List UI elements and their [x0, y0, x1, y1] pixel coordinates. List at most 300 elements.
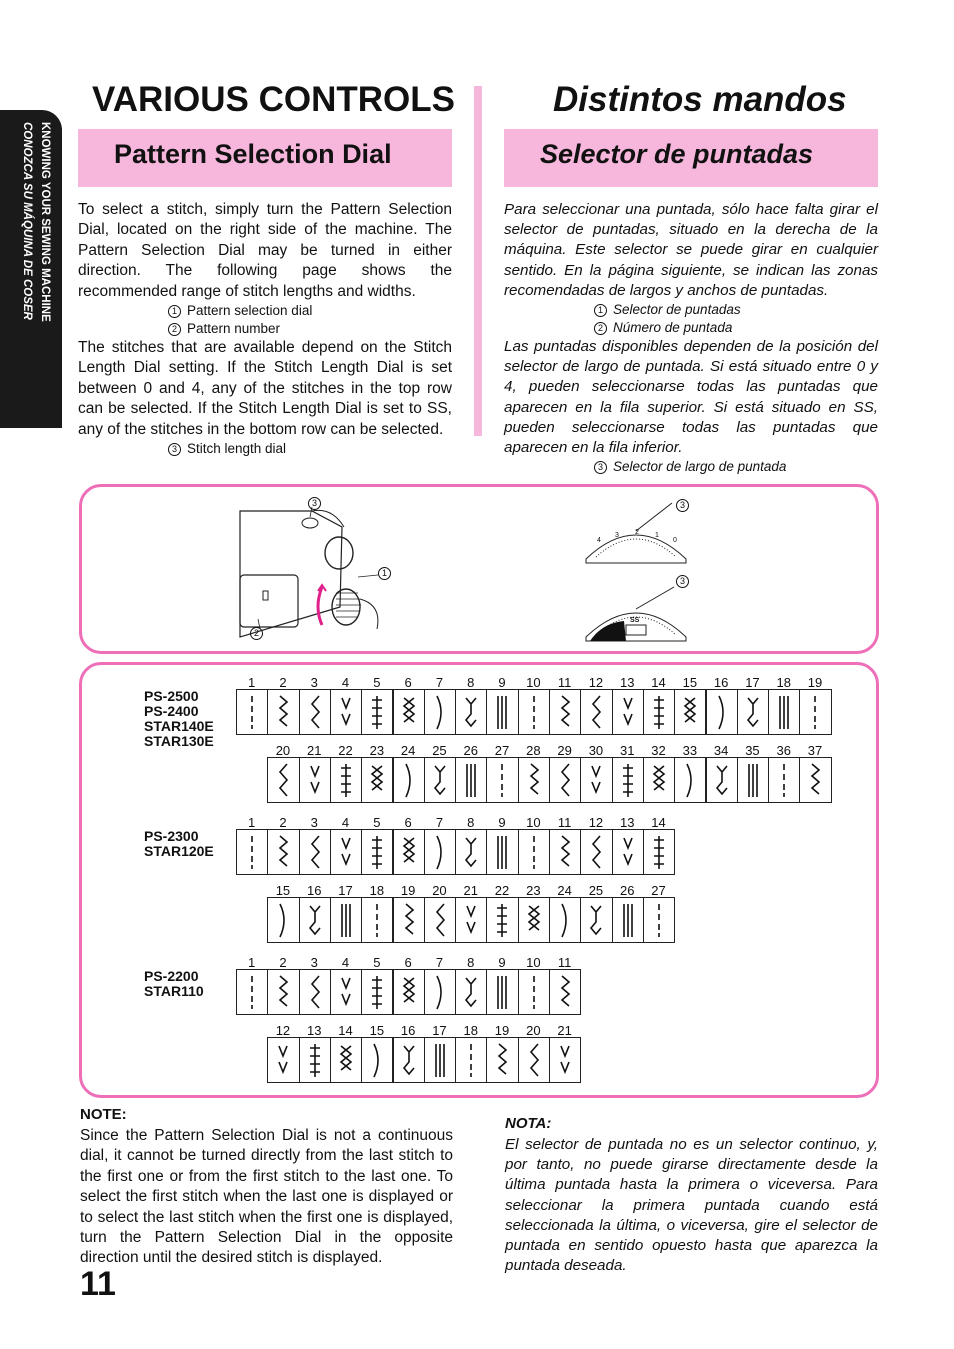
machine-illustration: [82, 487, 876, 651]
en-legend-2: [78, 320, 452, 338]
es-paragraph-2: Las puntadas disponibles dependen de la posición del selector de largo de puntada. Si está situado entre 0 y 4, pueden seleccionarse todas las puntadas que aparecen en la fila superior. Si está situado en SS, pueden seleccionarse todas las puntadas que aparecen en la fila inferior.: [504, 338, 878, 457]
stitch-pattern-icon: [800, 690, 830, 734]
stitch-number: 5: [373, 955, 381, 970]
en-paragraph-1: To select a stitch, simply turn the Pattern Selection Dial, located on the right side of the machine. The Pattern Selection Dial may be turned in either direction. The following page shows the recommended range of stitch lengths and widths.: [78, 201, 452, 300]
stitch-pattern-icon: [394, 970, 424, 1014]
note-text-es: El selector de puntada no es un selector continuo, y, por tanto, no puede girarse directamente desde la última puntada hasta la primera o viceversa. Para seleccionar la primera puntada cuando está seleccionada la última, o viceversa, gire el selector de puntada en sentido opuesto hasta que aparezca la puntada deseada.: [505, 1136, 878, 1275]
stitch-number: 11: [557, 815, 572, 830]
stitch-pattern-icon: [519, 690, 549, 734]
stitch-pattern-cell: [455, 969, 487, 1015]
stitch-pattern-cell: [299, 897, 331, 943]
callout-number: 3: [168, 443, 181, 456]
callout-number: 3: [594, 461, 607, 474]
legend-text: Número de puntada: [613, 320, 733, 336]
stitch-number: 29: [557, 743, 572, 758]
stitch-pattern-cell: [236, 829, 268, 875]
stitch-pattern-icon: [300, 758, 330, 802]
stitch-number: 3: [310, 675, 318, 690]
stitch-pattern-icon: [456, 690, 486, 734]
stitch-pattern-icon: [237, 830, 267, 874]
stitch-number: 6: [404, 955, 412, 970]
stitch-pattern-cell: [674, 689, 706, 735]
stitch-number: 15: [369, 1023, 385, 1038]
stitch-pattern-cell: [424, 1037, 456, 1083]
stitch-number: 12: [275, 1023, 291, 1038]
stitch-pattern-icon: [769, 690, 799, 734]
es-paragraph-1: Para seleccionar una puntada, sólo hace falta girar el selector de puntadas, situado en la derecha de la máquina. Este selector se puede girar en cualquier sentido. En la página siguiente, se indican las zonas recomendadas de largos y anchos de puntadas.: [504, 201, 878, 299]
stitch-pattern-icon: [707, 758, 737, 802]
callout-number: 2: [168, 323, 181, 336]
stitch-pattern-icon: [331, 690, 361, 734]
stitch-pattern-cell: [299, 689, 331, 735]
stitch-pattern-cell: [361, 689, 393, 735]
stitch-pattern-icon: [300, 690, 330, 734]
stitch-number: 23: [526, 883, 541, 898]
stitch-pattern-icon: [425, 898, 455, 942]
stitch-pattern-icon: [331, 970, 361, 1014]
stitch-chart-panel: [79, 662, 879, 1098]
stitch-number: 13: [620, 815, 635, 830]
stitch-pattern-icon: [487, 898, 517, 942]
stitch-number: 26: [463, 743, 478, 758]
stitch-pattern-cell: [361, 757, 393, 803]
stitch-pattern-cell: [486, 829, 518, 875]
stitch-pattern-cell: [643, 689, 675, 735]
stitch-pattern-cell: [799, 689, 831, 735]
stitch-pattern-cell: [549, 689, 581, 735]
stitch-pattern-icon: [425, 830, 455, 874]
stitch-number: 2: [279, 675, 287, 690]
stitch-number: 6: [404, 675, 412, 690]
subheading-bar-en: [78, 129, 452, 187]
stitch-number: 8: [467, 955, 475, 970]
stitch-number: 24: [400, 743, 416, 758]
stitch-number: 9: [498, 955, 506, 970]
stitch-pattern-cell: [330, 969, 362, 1015]
heading-es: Distintos mandos: [553, 80, 847, 119]
stitch-number: 18: [463, 1023, 478, 1038]
stitch-number: 1: [248, 955, 256, 970]
stitch-pattern-cell: [486, 757, 518, 803]
stitch-pattern-icon: [300, 1038, 330, 1082]
spanish-column: [504, 200, 878, 476]
stitch-pattern-icon: [581, 830, 611, 874]
stitch-number: 1: [248, 815, 256, 830]
stitch-number: 15: [682, 675, 698, 690]
stitch-pattern-icon: [487, 1038, 517, 1082]
legend-text: Pattern selection dial: [187, 303, 313, 319]
stitch-number: 14: [651, 815, 666, 830]
dial-tick-0: 0: [673, 537, 677, 544]
stitch-pattern-cell: [768, 689, 800, 735]
note-title-es: NOTA:: [505, 1115, 552, 1132]
stitch-pattern-cell: [518, 829, 550, 875]
subheading-bar-es: [504, 129, 878, 187]
stitch-pattern-cell: [706, 689, 738, 735]
stitch-pattern-cell: [393, 897, 425, 943]
stitch-pattern-cell: [455, 897, 487, 943]
stitch-pattern-cell: [518, 897, 550, 943]
stitch-number: 26: [620, 883, 635, 898]
stitch-pattern-icon: [581, 898, 611, 942]
stitch-pattern-cell: [361, 969, 393, 1015]
stitch-pattern-cell: [799, 757, 831, 803]
stitch-pattern-icon: [519, 758, 549, 802]
stitch-number: 8: [467, 815, 475, 830]
stitch-pattern-icon: [550, 1038, 580, 1082]
stitch-pattern-icon: [425, 970, 455, 1014]
stitch-pattern-icon: [394, 758, 424, 802]
stitch-pattern-icon: [675, 758, 705, 802]
stitch-pattern-icon: [644, 898, 674, 942]
stitch-pattern-cell: [361, 897, 393, 943]
stitch-pattern-icon: [519, 898, 549, 942]
stitch-number: 17: [432, 1023, 447, 1038]
stitch-number: 3: [310, 815, 318, 830]
side-tab-line2: CONOZCA SU MÁQUINA DE COSER: [21, 122, 33, 320]
stitch-number: 2: [279, 815, 287, 830]
stitch-pattern-icon: [456, 758, 486, 802]
stitch-number: 13: [620, 675, 635, 690]
stitch-pattern-cell: [455, 757, 487, 803]
stitch-number: 24: [557, 883, 572, 898]
stitch-number: 17: [338, 883, 353, 898]
stitch-number: 21: [463, 883, 478, 898]
stitch-number: 23: [369, 743, 385, 758]
callout-2-machine: 2: [250, 627, 263, 640]
stitch-pattern-icon: [425, 1038, 455, 1082]
stitch-pattern-icon: [613, 898, 643, 942]
stitch-number: 3: [310, 955, 318, 970]
stitch-pattern-cell: [361, 829, 393, 875]
stitch-pattern-cell: [580, 689, 612, 735]
callout-1-machine: 1: [378, 567, 391, 580]
stitch-pattern-icon: [644, 830, 674, 874]
stitch-pattern-icon: [268, 690, 298, 734]
stitch-pattern-icon: [487, 758, 517, 802]
note-title-en: NOTE:: [80, 1106, 127, 1123]
stitch-number: 25: [432, 743, 447, 758]
stitch-pattern-icon: [550, 898, 580, 942]
stitch-number: 4: [341, 955, 350, 970]
stitch-number: 5: [373, 675, 381, 690]
stitch-pattern-cell: [518, 969, 550, 1015]
stitch-pattern-cell: [267, 829, 299, 875]
stitch-number: 37: [807, 743, 823, 758]
dial-tick-4: 4: [597, 537, 601, 544]
stitch-pattern-cell: [455, 1037, 487, 1083]
stitch-pattern-cell: [330, 897, 362, 943]
legend-text: Selector de puntadas: [613, 302, 741, 318]
stitch-pattern-cell: [643, 897, 675, 943]
stitch-pattern-cell: [424, 897, 456, 943]
english-column: [78, 200, 452, 458]
legend-text: Pattern number: [187, 321, 281, 337]
callout-number: 1: [594, 304, 607, 317]
stitch-number: 14: [338, 1023, 353, 1038]
stitch-pattern-icon: [769, 758, 799, 802]
model-labels: PS-2500 PS-2400 STAR140E STAR130E: [144, 688, 214, 749]
stitch-pattern-icon: [707, 690, 737, 734]
stitch-pattern-cell: [706, 757, 738, 803]
stitch-pattern-cell: [393, 1037, 425, 1083]
stitch-pattern-cell: [549, 829, 581, 875]
stitch-pattern-icon: [738, 690, 768, 734]
stitch-number: 20: [432, 883, 447, 898]
callout-3-dial-bottom: 3: [676, 575, 689, 588]
stitch-pattern-icon: [456, 830, 486, 874]
stitch-pattern-cell: [393, 969, 425, 1015]
stitch-pattern-cell: [424, 689, 456, 735]
en-legend-1: [78, 302, 452, 320]
stitch-number: 9: [498, 675, 506, 690]
stitch-number: 5: [373, 815, 381, 830]
stitch-number: 11: [557, 955, 572, 970]
stitch-pattern-icon: [487, 830, 517, 874]
stitch-number: 22: [338, 743, 353, 758]
stitch-pattern-cell: [267, 897, 299, 943]
stitch-number: 12: [588, 815, 604, 830]
stitch-pattern-icon: [394, 830, 424, 874]
stitch-pattern-cell: [299, 969, 331, 1015]
heading-en: VARIOUS CONTROLS: [92, 80, 455, 119]
stitch-pattern-cell: [267, 757, 299, 803]
stitch-pattern-icon: [300, 970, 330, 1014]
stitch-pattern-cell: [737, 689, 769, 735]
stitch-pattern-icon: [613, 690, 643, 734]
stitch-pattern-icon: [268, 830, 298, 874]
stitch-number: 35: [745, 743, 760, 758]
stitch-pattern-cell: [393, 689, 425, 735]
dial-tick-1: 1: [655, 532, 659, 539]
stitch-pattern-cell: [643, 757, 675, 803]
stitch-number: 16: [713, 675, 729, 690]
stitch-pattern-cell: [549, 969, 581, 1015]
stitch-number: 2: [279, 955, 287, 970]
stitch-pattern-cell: [299, 829, 331, 875]
stitch-number: 28: [526, 743, 541, 758]
es-legend-1: [504, 301, 878, 319]
side-tab-text: [10, 122, 54, 422]
stitch-pattern-cell: [486, 897, 518, 943]
stitch-pattern-icon: [613, 758, 643, 802]
stitch-pattern-icon: [268, 898, 298, 942]
stitch-number: 31: [620, 743, 635, 758]
stitch-pattern-cell: [643, 829, 675, 875]
stitch-number: 32: [651, 743, 666, 758]
stitch-pattern-icon: [487, 690, 517, 734]
stitch-pattern-icon: [456, 898, 486, 942]
side-tab-line1: KNOWING YOUR SEWING MACHINE: [39, 122, 51, 322]
dial-tick-2: 2: [635, 529, 639, 536]
stitch-number: 20: [526, 1023, 541, 1038]
stitch-number: 21: [307, 743, 322, 758]
illustration-panel: [79, 484, 879, 654]
stitch-pattern-cell: [549, 1037, 581, 1083]
legend-text: Selector de largo de puntada: [613, 459, 787, 475]
stitch-pattern-cell: [549, 897, 581, 943]
stitch-pattern-cell: [549, 757, 581, 803]
legend-text: Stitch length dial: [187, 441, 287, 457]
stitch-number: 6: [404, 815, 412, 830]
stitch-pattern-cell: [612, 689, 644, 735]
stitch-pattern-cell: [330, 1037, 362, 1083]
stitch-number: 13: [307, 1023, 322, 1038]
stitch-number: 7: [435, 675, 444, 690]
stitch-pattern-cell: [518, 689, 550, 735]
stitch-number: 21: [557, 1023, 572, 1038]
stitch-number: 4: [341, 675, 350, 690]
stitch-pattern-icon: [738, 758, 768, 802]
stitch-number: 10: [526, 675, 541, 690]
stitch-pattern-cell: [330, 829, 362, 875]
stitch-number: 19: [807, 675, 823, 690]
stitch-pattern-icon: [362, 690, 392, 734]
stitch-pattern-icon: [331, 1038, 361, 1082]
stitch-pattern-icon: [300, 898, 330, 942]
stitch-pattern-cell: [674, 757, 706, 803]
en-paragraph-2: The stitches that are available depend on the Stitch Length Dial setting. If the Stitch Length Dial is set between 0 and 4, any of the stitches in the top row can be selected. If the Stitch Length Dial is set to SS, any of the stitches in the bottom row can be selected.: [78, 339, 452, 438]
callout-number: 2: [594, 322, 607, 335]
stitch-pattern-icon: [331, 830, 361, 874]
stitch-number: 20: [275, 743, 291, 758]
stitch-pattern-icon: [644, 690, 674, 734]
stitch-pattern-icon: [644, 758, 674, 802]
stitch-number: 18: [369, 883, 385, 898]
stitch-pattern-icon: [456, 970, 486, 1014]
stitch-number: 16: [400, 1023, 416, 1038]
callout-number: 1: [168, 305, 181, 318]
stitch-pattern-cell: [486, 689, 518, 735]
stitch-number: 12: [588, 675, 604, 690]
stitch-pattern-cell: [612, 897, 644, 943]
en-legend-3: [78, 440, 452, 458]
stitch-pattern-cell: [267, 689, 299, 735]
stitch-pattern-icon: [237, 970, 267, 1014]
note-text-en: Since the Pattern Selection Dial is not a continuous dial, it cannot be turned directly from the last stitch to the first one or from the first stitch to the last one. To select the first stitch when the last one is displayed or to select the last stitch when the first one is displayed, turn the Pattern Selection Dial in the opposite direction until the desired stitch is displayed.: [80, 1127, 453, 1267]
stitch-pattern-cell: [518, 1037, 550, 1083]
stitch-pattern-cell: [737, 757, 769, 803]
stitch-pattern-icon: [456, 1038, 486, 1082]
dial-tick-3: 3: [615, 532, 619, 539]
stitch-pattern-cell: [424, 757, 456, 803]
stitch-pattern-icon: [550, 690, 580, 734]
stitch-pattern-icon: [550, 758, 580, 802]
stitch-number: 9: [498, 815, 506, 830]
stitch-pattern-cell: [330, 757, 362, 803]
stitch-pattern-icon: [362, 970, 392, 1014]
stitch-pattern-icon: [581, 758, 611, 802]
stitch-pattern-icon: [394, 898, 424, 942]
stitch-pattern-icon: [487, 970, 517, 1014]
stitch-pattern-icon: [362, 830, 392, 874]
stitch-number: 10: [526, 955, 541, 970]
stitch-pattern-cell: [393, 757, 425, 803]
es-legend-3: [504, 458, 878, 476]
model-labels: PS-2200 STAR110: [144, 968, 204, 999]
stitch-pattern-cell: [267, 969, 299, 1015]
stitch-pattern-cell: [236, 969, 268, 1015]
stitch-pattern-icon: [519, 1038, 549, 1082]
stitch-pattern-cell: [455, 689, 487, 735]
stitch-pattern-icon: [331, 898, 361, 942]
stitch-number: 18: [776, 675, 791, 690]
stitch-pattern-cell: [361, 1037, 393, 1083]
stitch-pattern-icon: [362, 898, 392, 942]
subheading-es: Selector de puntadas: [540, 139, 814, 169]
stitch-pattern-cell: [299, 757, 331, 803]
stitch-number: 22: [494, 883, 510, 898]
stitch-pattern-icon: [581, 690, 611, 734]
stitch-pattern-cell: [612, 829, 644, 875]
stitch-number: 15: [275, 883, 291, 898]
stitch-pattern-cell: [612, 757, 644, 803]
stitch-number: 34: [713, 743, 729, 758]
stitch-number: 19: [494, 1023, 510, 1038]
stitch-pattern-icon: [268, 1038, 298, 1082]
stitch-pattern-icon: [800, 758, 830, 802]
stitch-number: 25: [588, 883, 604, 898]
stitch-pattern-icon: [675, 690, 705, 734]
subheading-en: Pattern Selection Dial: [114, 139, 392, 169]
model-labels: PS-2300 STAR120E: [144, 828, 214, 859]
stitch-pattern-icon: [394, 1038, 424, 1082]
stitch-pattern-icon: [613, 830, 643, 874]
stitch-number: 7: [435, 815, 444, 830]
stitch-pattern-icon: [362, 758, 392, 802]
stitch-number: 14: [651, 675, 666, 690]
stitch-pattern-cell: [580, 897, 612, 943]
stitch-pattern-cell: [299, 1037, 331, 1083]
page-number: 11: [80, 1265, 116, 1303]
stitch-pattern-icon: [331, 758, 361, 802]
stitch-number: 4: [341, 815, 350, 830]
stitch-pattern-cell: [393, 829, 425, 875]
stitch-pattern-cell: [580, 757, 612, 803]
stitch-pattern-icon: [268, 758, 298, 802]
stitch-pattern-icon: [550, 830, 580, 874]
stitch-number: 7: [435, 955, 444, 970]
dial-ss-label: SS: [630, 617, 640, 624]
stitch-pattern-icon: [237, 690, 267, 734]
stitch-pattern-cell: [486, 969, 518, 1015]
stitch-pattern-cell: [424, 969, 456, 1015]
stitch-pattern-icon: [300, 830, 330, 874]
stitch-number: 30: [588, 743, 604, 758]
stitch-pattern-cell: [424, 829, 456, 875]
column-divider: [474, 86, 482, 436]
stitch-number: 1: [248, 675, 256, 690]
stitch-pattern-cell: [518, 757, 550, 803]
stitch-number: 11: [557, 675, 572, 690]
stitch-pattern-cell: [236, 689, 268, 735]
callout-3-dial-top: 3: [676, 499, 689, 512]
stitch-pattern-icon: [268, 970, 298, 1014]
stitch-pattern-icon: [362, 1038, 392, 1082]
callout-3-machine: 3: [308, 497, 321, 510]
es-legend-2: [504, 319, 878, 337]
stitch-pattern-icon: [425, 690, 455, 734]
stitch-pattern-icon: [425, 758, 455, 802]
stitch-number: 36: [776, 743, 791, 758]
stitch-pattern-cell: [768, 757, 800, 803]
stitch-number: 19: [400, 883, 416, 898]
stitch-pattern-cell: [486, 1037, 518, 1083]
stitch-number: 10: [526, 815, 541, 830]
stitch-pattern-cell: [455, 829, 487, 875]
stitch-number: 8: [467, 675, 475, 690]
stitch-number: 27: [494, 743, 510, 758]
